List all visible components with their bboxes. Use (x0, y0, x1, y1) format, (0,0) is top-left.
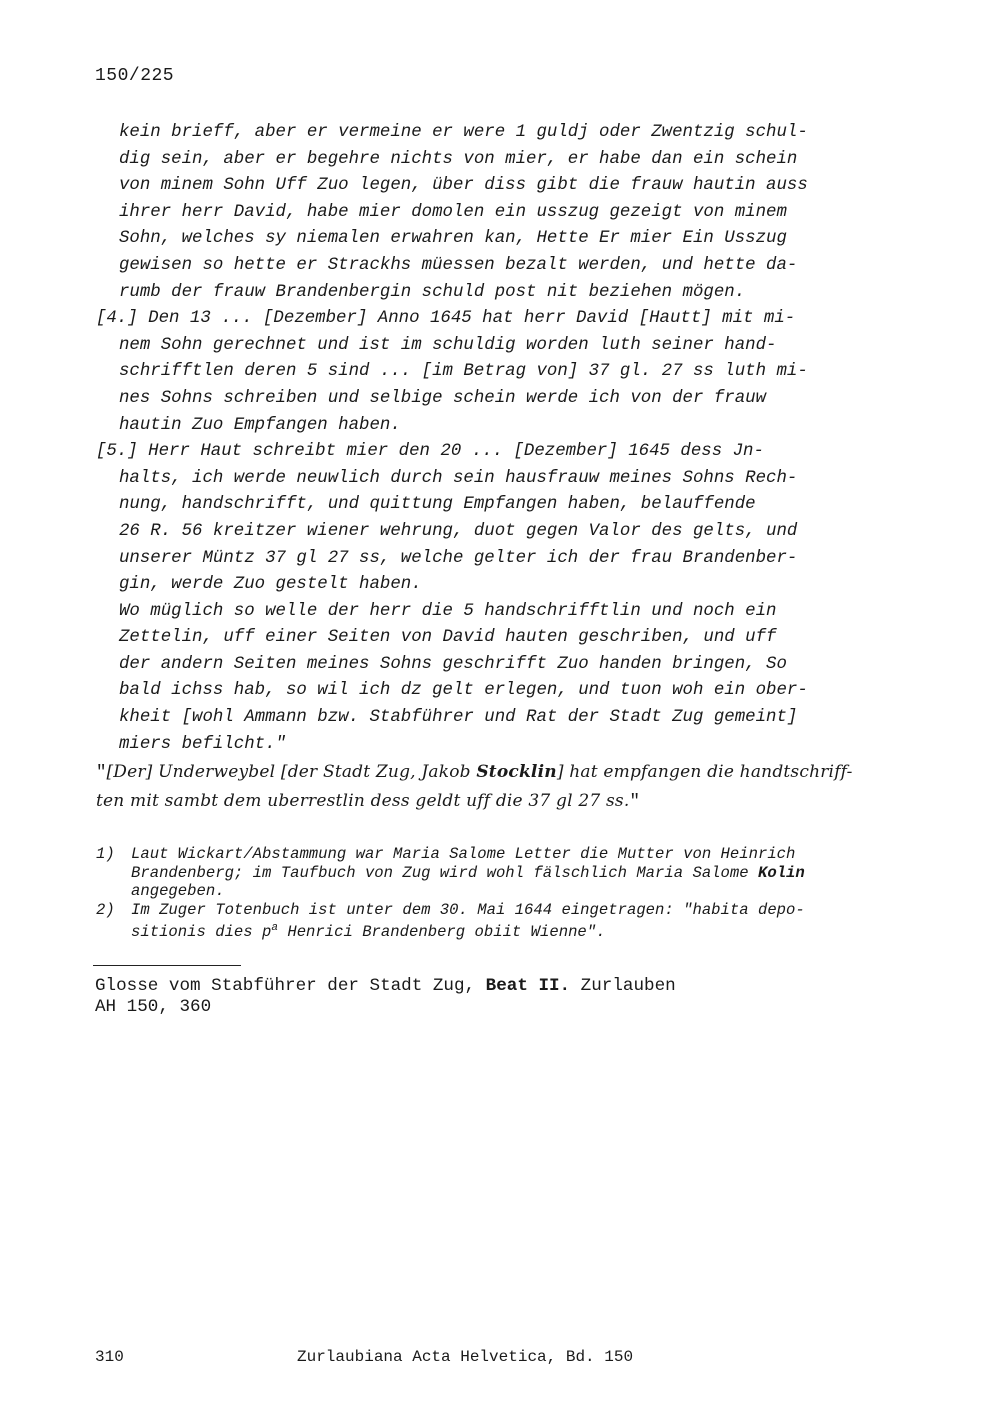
body-line: schrifftlen deren 5 sind ... [im Betrag von] 37 gl. 27 ss luth mi- (119, 362, 808, 382)
series-title: Zurlaubiana Acta Helvetica, Bd. 150 (297, 1348, 634, 1366)
close-quote: " (629, 793, 640, 813)
body-line: Zettelin, uff einer Seiten von David hauten geschriben, und uff (119, 628, 777, 648)
body-line: rumb der frauw Brandenbergin schuld post nit beziehen mögen. (119, 282, 746, 302)
handwritten-text: [Der] Underweybel [der Stadt Zug, Jakob (106, 762, 477, 783)
page-number: 310 (95, 1348, 124, 1366)
body-line: unserer Müntz 37 gl 27 ss, welche gelter ich der frau Brandenber- (119, 548, 798, 568)
body-line: kein brieff, aber er vermeine er were 1 guldj oder Zwentzig schul- (119, 123, 808, 142)
body-line: Wo müglich so welle der herr die 5 handschrifftlin und noch ein (119, 601, 777, 621)
footnote-emphasis: Kolin (757, 863, 805, 882)
body-line: halts, ich werde neuwlich durch sein hausfrauw meines Sohns Rech- (119, 468, 798, 488)
transcription-body (96, 120, 886, 816)
body-line: ihrer herr David, habe mier domolen ein usszug gezeigt von minem (119, 202, 787, 222)
handwritten-note-line-2 (96, 787, 886, 816)
gloss-line-1 (95, 976, 676, 997)
footnote-text-part: sitionis dies p (131, 923, 272, 942)
footnote-text (131, 919, 805, 942)
body-line: nes Sohns schreiben und selbige schein werde ich von der frauw (119, 388, 767, 408)
gloss-line-2: AH 150, 360 (95, 997, 212, 1017)
footnote-number: 1) (96, 845, 115, 863)
superscript: a (271, 922, 278, 934)
body-line: dig sein, aber er begehre nichts von mier, er habe dan ein schein (119, 149, 798, 169)
gloss-text: Zurlauben (570, 976, 676, 996)
body-line: hautin Zuo Empfangen haben. (119, 415, 401, 435)
footnote-2 (96, 901, 886, 942)
footnote-text: angegeben. (131, 882, 225, 900)
footnote-text: Im Zuger Totenbuch ist unter dem 30. Mai 1644 eingetragen: "habita depo- (131, 900, 805, 919)
separator-rule (93, 965, 241, 966)
handwritten-text: ten mit sambt dem uberrestlin dess geldt uff die 37 gl 27 ss. (96, 791, 630, 812)
gloss-emphasis: Beat II. (485, 976, 571, 996)
body-line: gin, werde Zuo gestelt haben. (119, 575, 422, 595)
body-line: von minem Sohn Uff Zuo legen, über diss gibt die frauw hautin auss (119, 176, 808, 196)
open-quote: " (96, 764, 107, 784)
body-line: kheit [wohl Ammann bzw. Stabführer und Rat der Stadt Zug gemeint] (119, 708, 798, 728)
body-line: miers befilcht." (119, 734, 286, 754)
footnote-text: Laut Wickart/Abstammung war Maria Salome Letter die Mutter von Heinrich (131, 845, 796, 863)
archive-reference: 150/225 (95, 66, 175, 86)
entry-5-start: [5.] Herr Haut schreibt mier den 20 ... [Dezember] 1645 dess Jn- (96, 442, 764, 462)
handwritten-text: ] hat empfangen die handtschriff- (556, 762, 853, 783)
entry-4-start: [4.] Den 13 ... [Dezember] Anno 1645 hat herr David [Hautt] mit mi- (96, 309, 796, 329)
handwritten-name: Stocklin (476, 762, 557, 783)
gloss-text: Glosse vom Stabführer der Stadt Zug, (95, 976, 486, 996)
body-line: bald ichss hab, so wil ich dz gelt erlegen, und tuon woh ein ober- (119, 681, 808, 701)
footnote-1 (96, 845, 886, 901)
body-line: Sohn, welches sy niemalen erwahren kan, Hette Er mier Ein Usszug (119, 229, 787, 249)
body-line: nung, handschrifft, und quittung Empfangen haben, belauffende (119, 495, 756, 515)
handwritten-note-line-1 (96, 758, 886, 787)
body-line: gewisen so hette er Strackhs müessen bezalt werden, und hette da- (119, 255, 798, 275)
gloss-note (95, 976, 676, 1018)
body-line: 26 R. 56 kreitzer wiener wehrung, duot gegen Valor des gelts, und (119, 521, 798, 541)
footnote-text-part: Brandenberg; im Taufbuch von Zug wird wohl fälschlich Maria Salome (131, 863, 758, 882)
body-line: nem Sohn gerechnet und ist im schuldig worden luth seiner hand- (119, 335, 777, 355)
body-line: der andern Seiten meines Sohns geschrifft Zuo handen bringen, So (119, 654, 787, 674)
footnote-number: 2) (96, 900, 115, 919)
footnote-text-part: Henrici Brandenberg obiit Wienne". (277, 923, 606, 942)
footnotes (96, 845, 886, 942)
footnote-text (131, 864, 805, 883)
